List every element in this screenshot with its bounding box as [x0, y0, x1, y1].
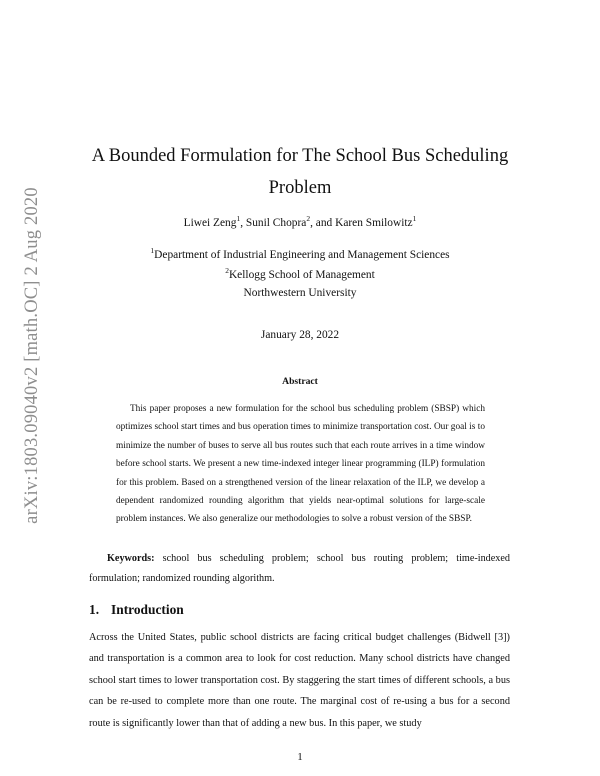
paper-title: A Bounded Formulation for The School Bus Scheduling Problem	[91, 146, 509, 198]
abstract-text: This paper proposes a new formulation for the school bus scheduling problem (SBSP) which optimizes school start times and bus operation times to minimize transportation cost. Our goal is to minimize the number of buses to serve all bus routes such that each route arrives in a time window before school starts. We present a new time-indexed integer linear programming (ILP) formulation for this problem. Based on a strengthened version of the linear relaxation of the ILP, we develop a dependent randomized rounding algorithm that yields near-optimal solutions for large-scale problem instances. We also generalize our methodologies to solve a robust version of the SBSP.	[116, 404, 485, 525]
affiliation-mark: 1	[150, 246, 155, 255]
affiliation-line	[60, 266, 540, 281]
affiliation-text: Northwestern University	[243, 287, 357, 299]
keywords-paragraph	[89, 549, 510, 589]
affiliation-mark: 2	[225, 266, 229, 275]
section-number: 1.	[89, 602, 100, 617]
arxiv-identifier-text: arXiv:1803.09040v2 [math.OC] 2 Aug 2020	[22, 186, 43, 524]
author-affiliation-mark: 1	[236, 214, 241, 223]
paper-date: January 28, 2022	[260, 329, 340, 341]
section-title: Introduction	[111, 602, 184, 617]
affiliation-text: Kellogg School of Management	[228, 268, 375, 281]
author-name: Karen Smilowitz	[335, 216, 413, 229]
introduction-paragraph: Across the United States, public school districts are facing critical budget challenges (Bidwell [3]) and transportation is a common area to look for cost reduction. Many school districts have changed school start times to lower transportation cost. By staggering the start times of different schools, a bus can be re-used to complete more than one route. The marginal cost of re-using a bus for a second route is significantly lower than that of adding a new bus. In this paper, we study	[89, 632, 510, 729]
author-affiliation-mark: 2	[306, 214, 311, 223]
section-heading-introduction	[89, 602, 184, 618]
author-name: Sunil Chopra	[245, 216, 307, 229]
affiliation-line	[60, 287, 540, 299]
author-list	[60, 214, 540, 229]
author-separator: ,	[240, 216, 246, 229]
abstract-heading: Abstract	[282, 376, 318, 387]
author-name: Liwei Zeng	[183, 216, 237, 229]
author-separator: , and	[310, 216, 336, 229]
affiliation-text: Department of Industrial Engineering and Management Sciences	[154, 248, 450, 261]
keywords-text: school bus scheduling problem; school bus routing problem; time-indexed formulation; randomized rounding algorithm.	[89, 553, 511, 584]
affiliation-line	[60, 246, 540, 261]
arxiv-identifier-stamp	[10, 145, 55, 565]
page-number: 1	[297, 751, 303, 763]
author-affiliation-mark: 1	[412, 214, 417, 223]
keywords-label: Keywords:	[107, 553, 155, 564]
